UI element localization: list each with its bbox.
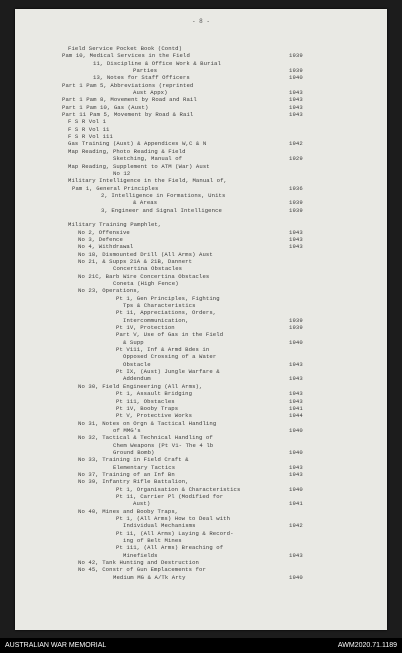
entry-year: 1940 — [289, 74, 303, 82]
entry-title: Aust Appx) — [133, 89, 168, 97]
list-item — [15, 368, 387, 375]
entry-year: 1943 — [289, 390, 303, 398]
entry-title: 2, Intelligence in Formations, Units — [101, 191, 226, 199]
entry-title: No 18, Dismounted Drill (All Arms) Aust — [78, 250, 213, 258]
entry-year: 1943 — [289, 375, 303, 383]
entry-title: 3, Engineer and Signal Intelligence — [101, 206, 222, 214]
list-item — [15, 251, 387, 258]
entry-year: 1943 — [289, 235, 303, 243]
footer-institution: AUSTRALIAN WAR MEMORIAL — [5, 642, 107, 649]
list-item — [15, 390, 387, 397]
list-item — [15, 199, 387, 206]
entry-title: Map Reading, Supplement to ATM (War) Aust — [68, 162, 210, 170]
entry-title: Part 1 Pam 8, Movement by Road and Rail — [62, 96, 197, 104]
list-item — [15, 405, 387, 412]
entry-year: 1939 — [289, 52, 303, 60]
entry-title: Pt 111, Obstacles — [116, 397, 175, 405]
list-item — [15, 185, 387, 192]
entry-title: No 42, Tank Hunting and Destruction — [78, 559, 199, 567]
entry-year: 1943 — [289, 103, 303, 111]
entry-year: 1936 — [289, 184, 303, 192]
list-item — [15, 530, 387, 537]
entry-title: Pt 1V, Booby Traps — [116, 404, 179, 412]
list-item — [15, 559, 387, 566]
entry-year: 1940 — [289, 426, 303, 434]
list-item — [15, 236, 387, 243]
entry-title: No 30, Field Engineering (All Arms), — [78, 382, 203, 390]
entry-year: 1940 — [289, 573, 303, 581]
entry-title: No 23, Operations, — [78, 287, 141, 295]
footer-accession-number: AWM2020.71.1189 — [337, 642, 397, 649]
entry-year: 1941 — [289, 500, 303, 508]
entry-year: 1940 — [289, 338, 303, 346]
list-item — [15, 339, 387, 346]
entry-title: No 3, Defence — [78, 235, 123, 243]
list-item — [15, 574, 387, 581]
entry-title: No 39, Infantry Rifle Battalion, — [78, 478, 189, 486]
list-item — [15, 273, 387, 280]
list-item — [15, 383, 387, 390]
list-item — [15, 52, 387, 59]
list-item — [15, 486, 387, 493]
list-item — [15, 118, 387, 125]
entry-title: No 32, Tactical & Technical Handling of — [78, 434, 213, 442]
entry-title: Military Intelligence in the Field, Manual of, — [68, 177, 228, 185]
entry-title: No 40, Mines and Booby Traps, — [78, 507, 179, 515]
entry-title: Obstacle — [123, 360, 151, 368]
entry-title: ing of Belt Mines — [123, 537, 182, 545]
entry-year: 1940 — [289, 448, 303, 456]
entry-title: Pt V111, Inf & Armd Bdes in — [116, 346, 210, 354]
entry-year: 1942 — [289, 140, 303, 148]
entry-year: 1943 — [289, 228, 303, 236]
list-item — [15, 508, 387, 515]
entry-list — [15, 45, 387, 581]
entry-title: No 45, Constr of Gun Emplacements for — [78, 566, 206, 574]
list-item — [15, 552, 387, 559]
list-item — [15, 478, 387, 485]
list-item — [15, 177, 387, 184]
entry-title: Military Training Pamphlet, — [68, 221, 162, 229]
list-item — [15, 309, 387, 316]
entry-year: 1943 — [289, 243, 303, 251]
page-number: - 8 - — [191, 18, 210, 25]
list-item — [15, 493, 387, 500]
entry-title: Pt 11, Carrier Pl (Modified for — [116, 492, 224, 500]
entry-title: F S R Vol 1 — [68, 118, 107, 126]
list-item — [15, 111, 387, 118]
list-item — [15, 192, 387, 199]
entry-title: Pt 11, (All Arms) Laying & Record- — [116, 529, 234, 537]
entry-year: 1943 — [289, 397, 303, 405]
entry-title: Elementary Tactics — [113, 463, 176, 471]
entry-title: Part 1 Pam 5, Abbreviations (reprinted — [62, 81, 194, 89]
entry-title: Pam 10, Medical Services in the Field — [62, 52, 190, 60]
list-item — [15, 133, 387, 140]
entry-year: 1940 — [289, 485, 303, 493]
entry-year: 1943 — [289, 89, 303, 97]
list-item — [15, 420, 387, 427]
list-item — [15, 45, 387, 52]
list-item — [15, 148, 387, 155]
entry-year: 1943 — [289, 360, 303, 368]
list-item — [15, 434, 387, 441]
entry-title: Opposed Crossing of a Water — [123, 353, 217, 361]
entry-title: Pt 1, Organisation & Characteristics — [116, 485, 241, 493]
list-item — [15, 361, 387, 368]
entry-title: & Supp — [123, 338, 144, 346]
list-item — [15, 229, 387, 236]
list-item — [15, 449, 387, 456]
list-item — [15, 302, 387, 309]
list-item — [15, 500, 387, 507]
list-item — [15, 265, 387, 272]
list-item — [15, 280, 387, 287]
list-item — [15, 471, 387, 478]
entry-title: No 37, Training of an Inf Bn — [78, 470, 175, 478]
entry-title: F S R Vol 11 — [68, 125, 110, 133]
entry-title: Chem Weapons (Pt V1- The 4 lb — [113, 441, 214, 449]
entry-year: 1942 — [289, 522, 303, 530]
list-item — [15, 221, 387, 228]
entry-year: 1943 — [289, 551, 303, 559]
entry-title: Pt V, Protective Works — [116, 412, 193, 420]
list-item — [15, 170, 387, 177]
list-item — [15, 207, 387, 214]
entry-title: Pt 1V, Protection — [116, 324, 175, 332]
list-item — [15, 442, 387, 449]
entry-title: Ground Bomb) — [113, 448, 155, 456]
entry-title: Sketching, Manual of — [113, 155, 183, 163]
entry-year: 1943 — [289, 470, 303, 478]
entry-year: 1943 — [289, 111, 303, 119]
list-item — [15, 243, 387, 250]
entry-year: 1939 — [289, 206, 303, 214]
list-item — [15, 89, 387, 96]
entry-title: No 31, Notes on Orgn & Tactical Handling — [78, 419, 217, 427]
list-item — [15, 126, 387, 133]
entry-year: 1939 — [289, 324, 303, 332]
document-page — [15, 9, 387, 630]
list-item — [15, 96, 387, 103]
list-item — [15, 67, 387, 74]
entry-title: 11, Discipline & Office Work & Burial — [93, 59, 221, 67]
entry-title: Aust) — [133, 500, 151, 508]
entry-title: & Areas — [133, 199, 158, 207]
list-item — [15, 214, 387, 221]
list-item — [15, 398, 387, 405]
list-item — [15, 74, 387, 81]
entry-title: Map Reading, Photo Reading & Field — [68, 147, 186, 155]
entry-title: Concertina Obstacles — [113, 265, 183, 273]
list-item — [15, 163, 387, 170]
list-item — [15, 353, 387, 360]
list-item — [15, 375, 387, 382]
entry-title: F S R Vol 111 — [68, 133, 113, 141]
list-item — [15, 317, 387, 324]
entry-title: Individual Mechanisms — [123, 522, 196, 530]
entry-title: Tps & Characteristics — [123, 302, 196, 310]
list-item — [15, 544, 387, 551]
entry-title: Minefields — [123, 551, 158, 559]
list-item — [15, 104, 387, 111]
list-item — [15, 82, 387, 89]
entry-title: Pt 1, (All Arms) How to Deal with — [116, 515, 231, 522]
entry-title: Pt 11, Appreciations, Orders, — [116, 309, 217, 317]
list-item — [15, 346, 387, 353]
entry-title: No 21, & Supps 21A & 21B, Dannert — [78, 257, 193, 265]
entry-year: 1943 — [289, 463, 303, 471]
entry-title: No 21C, Barb Wire Concertina Obstacles — [78, 272, 210, 280]
entry-title: No 2, Offensive — [78, 228, 130, 236]
entry-title: Part 11 Pam 5, Movement by Road & Rail — [62, 111, 194, 119]
entry-year: 1939 — [289, 316, 303, 324]
list-item — [15, 60, 387, 67]
entry-title: Pt 1, Gen Principles, Fighting — [116, 294, 220, 302]
entry-title: Intercommunication, — [123, 316, 189, 324]
list-item — [15, 456, 387, 463]
list-item — [15, 537, 387, 544]
list-item — [15, 155, 387, 162]
entry-title: Parties — [133, 67, 158, 75]
list-item — [15, 427, 387, 434]
entry-title: No 4, Withdrawal — [78, 243, 134, 251]
list-item — [15, 515, 387, 522]
entry-title: Field Service Pocket Book (Contd) — [68, 45, 183, 52]
entry-year: 1939 — [289, 199, 303, 207]
entry-year: 1943 — [289, 96, 303, 104]
footer-bar — [0, 638, 402, 653]
entry-title: Gas Training (Aust) & Appendices W,C & N — [68, 140, 207, 148]
entry-title: No 33, Training in Field Craft & — [78, 456, 189, 464]
entry-title: No 12 — [113, 169, 131, 177]
list-item — [15, 258, 387, 265]
entry-year: 1929 — [289, 155, 303, 163]
list-item — [15, 324, 387, 331]
entry-title: Medium MG & A/Tk Arty — [113, 573, 186, 581]
entry-title: Pt 111, (All Arms) Breaching of — [116, 544, 224, 552]
list-item — [15, 287, 387, 294]
list-item — [15, 464, 387, 471]
list-item — [15, 140, 387, 147]
entry-title: Part V, Use of Gas in the Field — [116, 331, 224, 339]
list-item — [15, 412, 387, 419]
entry-title: Pt 1, Assault Bridging — [116, 390, 193, 398]
entry-title: Part 1 Pam 10, Gas (Aust) — [62, 103, 149, 111]
list-item — [15, 566, 387, 573]
entry-title: Pt IX, (Aust) Jungle Warfare & — [116, 368, 220, 376]
entry-title: 13, Notes for Staff Officers — [93, 74, 190, 82]
entry-year: 1944 — [289, 412, 303, 420]
entry-year: 1939 — [289, 67, 303, 75]
entry-title: Addendum — [123, 375, 151, 383]
entry-title: of MMG's — [113, 426, 141, 434]
list-item — [15, 295, 387, 302]
entry-year: 1941 — [289, 404, 303, 412]
entry-title: Coneta (High Fence) — [113, 280, 179, 287]
list-item — [15, 331, 387, 338]
list-item — [15, 522, 387, 529]
entry-title: Pam 1, General Principles — [72, 184, 159, 192]
